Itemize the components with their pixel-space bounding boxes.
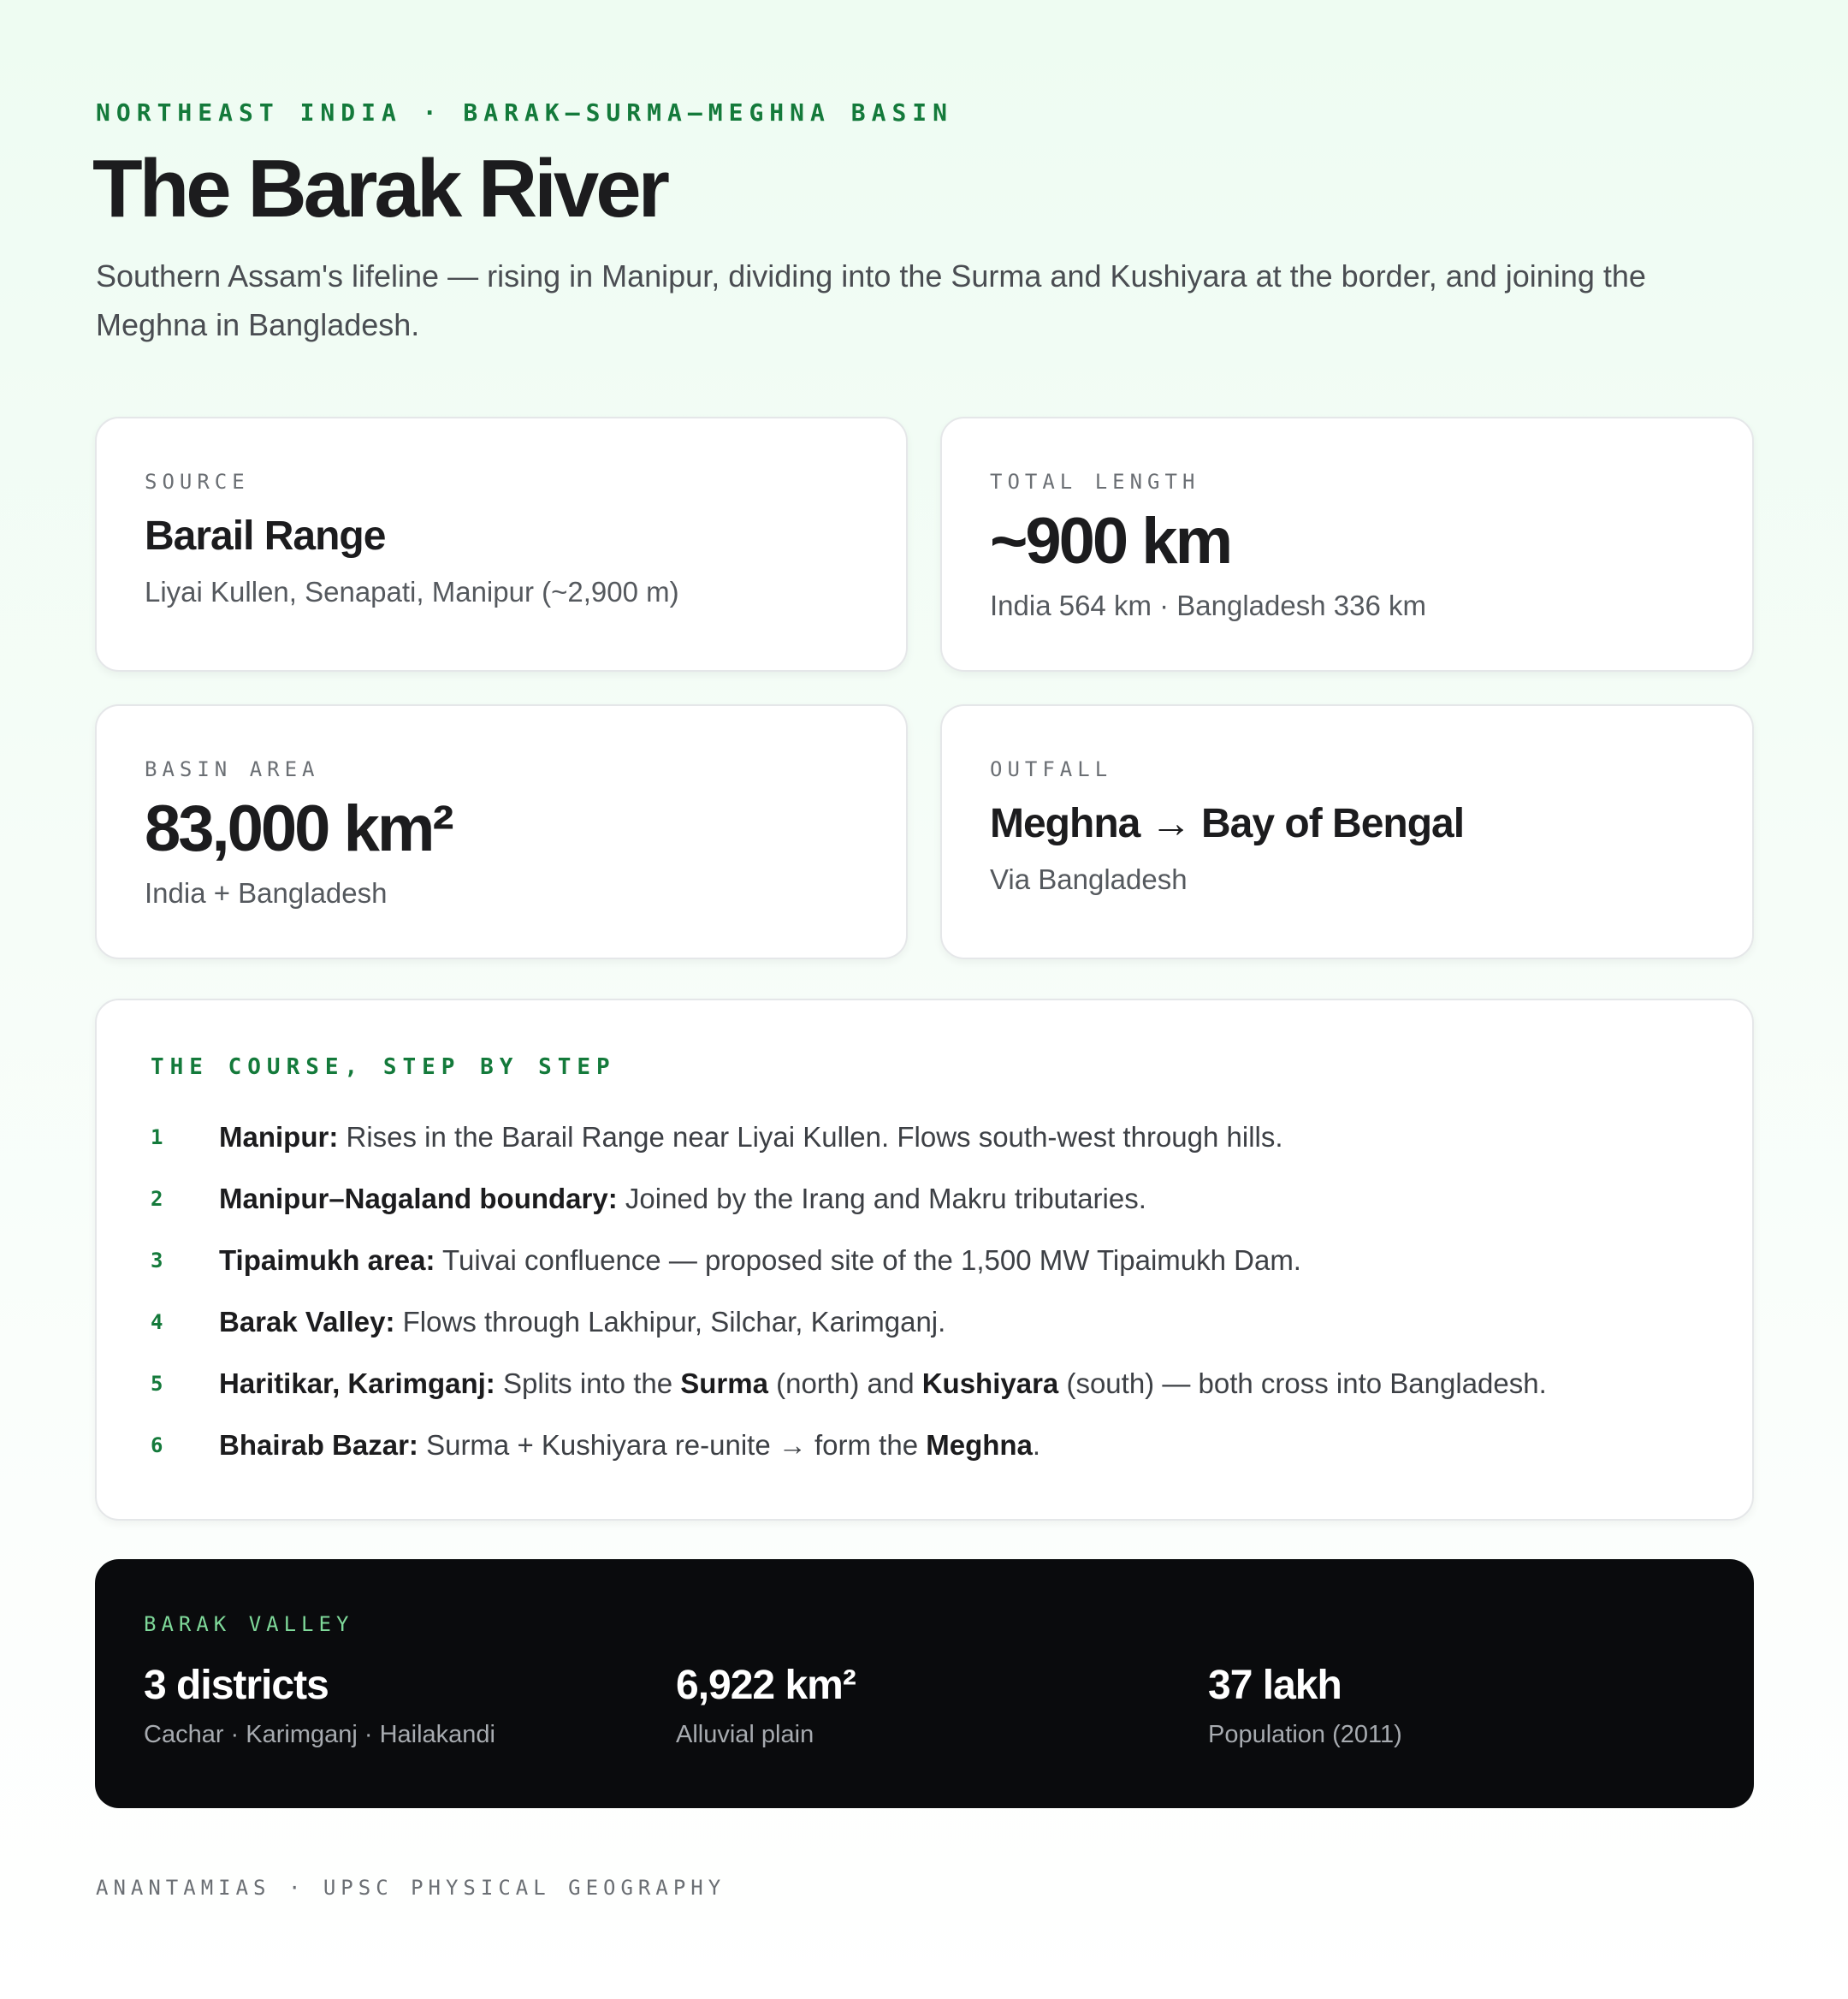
step-description: Surma + Kushiyara re-unite → form the bbox=[418, 1429, 927, 1461]
step-description: Splits into the bbox=[495, 1367, 681, 1399]
step-number: 4 bbox=[151, 1310, 163, 1334]
step-place: Haritikar, Karimganj: bbox=[219, 1367, 495, 1399]
step-description: Joined by the Irang and Makru tributaries. bbox=[617, 1183, 1146, 1214]
step-place: Manipur–Nagaland boundary: bbox=[219, 1183, 618, 1214]
step-description: (south) — both cross into Bangladesh. bbox=[1058, 1367, 1547, 1399]
course-step bbox=[151, 1362, 1547, 1405]
step-text bbox=[219, 1367, 1547, 1400]
course-step bbox=[151, 1177, 1146, 1220]
stat-note: Via Bangladesh bbox=[990, 863, 1188, 895]
course-step bbox=[151, 1424, 1040, 1467]
stat-value: Barail Range bbox=[145, 513, 386, 559]
step-description: Rises in the Barail Range near Liyai Kullen. Flows south-west through hills. bbox=[338, 1121, 1283, 1153]
stat-value: Meghna → Bay of Bengal bbox=[990, 801, 1465, 846]
footer-credit: ANANTAMIAS · UPSC PHYSICAL GEOGRAPHY bbox=[96, 1876, 726, 1900]
step-place: Bhairab Bazar: bbox=[219, 1429, 418, 1461]
valley-stat-note: Cachar · Karimganj · Hailakandi bbox=[144, 1721, 495, 1748]
page-title: The Barak River bbox=[92, 143, 667, 234]
stat-note: India + Bangladesh bbox=[145, 877, 388, 909]
barak-valley-panel bbox=[95, 1559, 1754, 1808]
step-description: . bbox=[1032, 1429, 1041, 1461]
step-text bbox=[219, 1306, 945, 1338]
stat-card-source bbox=[95, 417, 908, 672]
valley-stat-value: 37 lakh bbox=[1208, 1663, 1342, 1708]
stat-card-outfall bbox=[940, 704, 1754, 959]
stat-label: BASIN AREA bbox=[145, 757, 320, 781]
valley-stat-note: Population (2011) bbox=[1208, 1721, 1402, 1748]
stat-label: TOTAL LENGTH bbox=[990, 470, 1200, 494]
course-step bbox=[151, 1301, 945, 1344]
stat-note: India 564 km · Bangladesh 336 km bbox=[990, 590, 1426, 621]
valley-stat-value: 3 districts bbox=[144, 1663, 329, 1708]
step-text bbox=[219, 1183, 1146, 1215]
step-place: Tipaimukh area: bbox=[219, 1244, 435, 1276]
panel-label: BARAK VALLEY bbox=[144, 1612, 354, 1636]
step-description: Flows through Lakhipur, Silchar, Karimganj. bbox=[394, 1306, 946, 1338]
step-number: 1 bbox=[151, 1125, 163, 1149]
stat-value: ~900 km bbox=[990, 505, 1231, 578]
step-text bbox=[219, 1121, 1283, 1154]
river-name-meghna: Meghna bbox=[926, 1429, 1033, 1461]
valley-stat-districts bbox=[144, 1662, 495, 1749]
valley-stat-note: Alluvial plain bbox=[676, 1721, 814, 1748]
step-description: (north) and bbox=[767, 1367, 922, 1399]
course-step bbox=[151, 1239, 1301, 1282]
river-name-surma: Surma bbox=[680, 1367, 768, 1399]
course-step bbox=[151, 1116, 1283, 1159]
stat-note: Liyai Kullen, Senapati, Manipur (~2,900 m) bbox=[145, 576, 679, 608]
step-place: Barak Valley: bbox=[219, 1306, 395, 1338]
eyebrow-label: NORTHEAST INDIA · BARAK–SURMA–MEGHNA BASIN bbox=[96, 98, 954, 127]
step-number: 6 bbox=[151, 1433, 163, 1457]
stat-value: 83,000 km² bbox=[145, 792, 452, 865]
step-text bbox=[219, 1244, 1301, 1277]
stat-card-basin bbox=[95, 704, 908, 959]
stat-card-length bbox=[940, 417, 1754, 672]
valley-stat-area bbox=[676, 1662, 856, 1749]
valley-stat-value: 6,922 km² bbox=[676, 1663, 856, 1708]
step-number: 5 bbox=[151, 1372, 163, 1396]
stat-label: OUTFALL bbox=[990, 757, 1113, 781]
step-description: Tuivai confluence — proposed site of the 1,500 MW Tipaimukh Dam. bbox=[435, 1244, 1301, 1276]
stat-label: SOURCE bbox=[145, 470, 250, 494]
course-heading: THE COURSE, STEP BY STEP bbox=[151, 1054, 616, 1080]
step-number: 3 bbox=[151, 1249, 163, 1272]
river-name-kushiyara: Kushiyara bbox=[921, 1367, 1059, 1399]
valley-stat-population bbox=[1208, 1662, 1402, 1749]
step-place: Manipur: bbox=[219, 1121, 339, 1153]
step-number: 2 bbox=[151, 1187, 163, 1211]
step-text bbox=[219, 1429, 1040, 1462]
page-subtitle: Southern Assam's lifeline — rising in Manipur, dividing into the Surma and Kushiyara at the border, and joining the Meghna in Bangladesh. bbox=[96, 258, 1646, 342]
